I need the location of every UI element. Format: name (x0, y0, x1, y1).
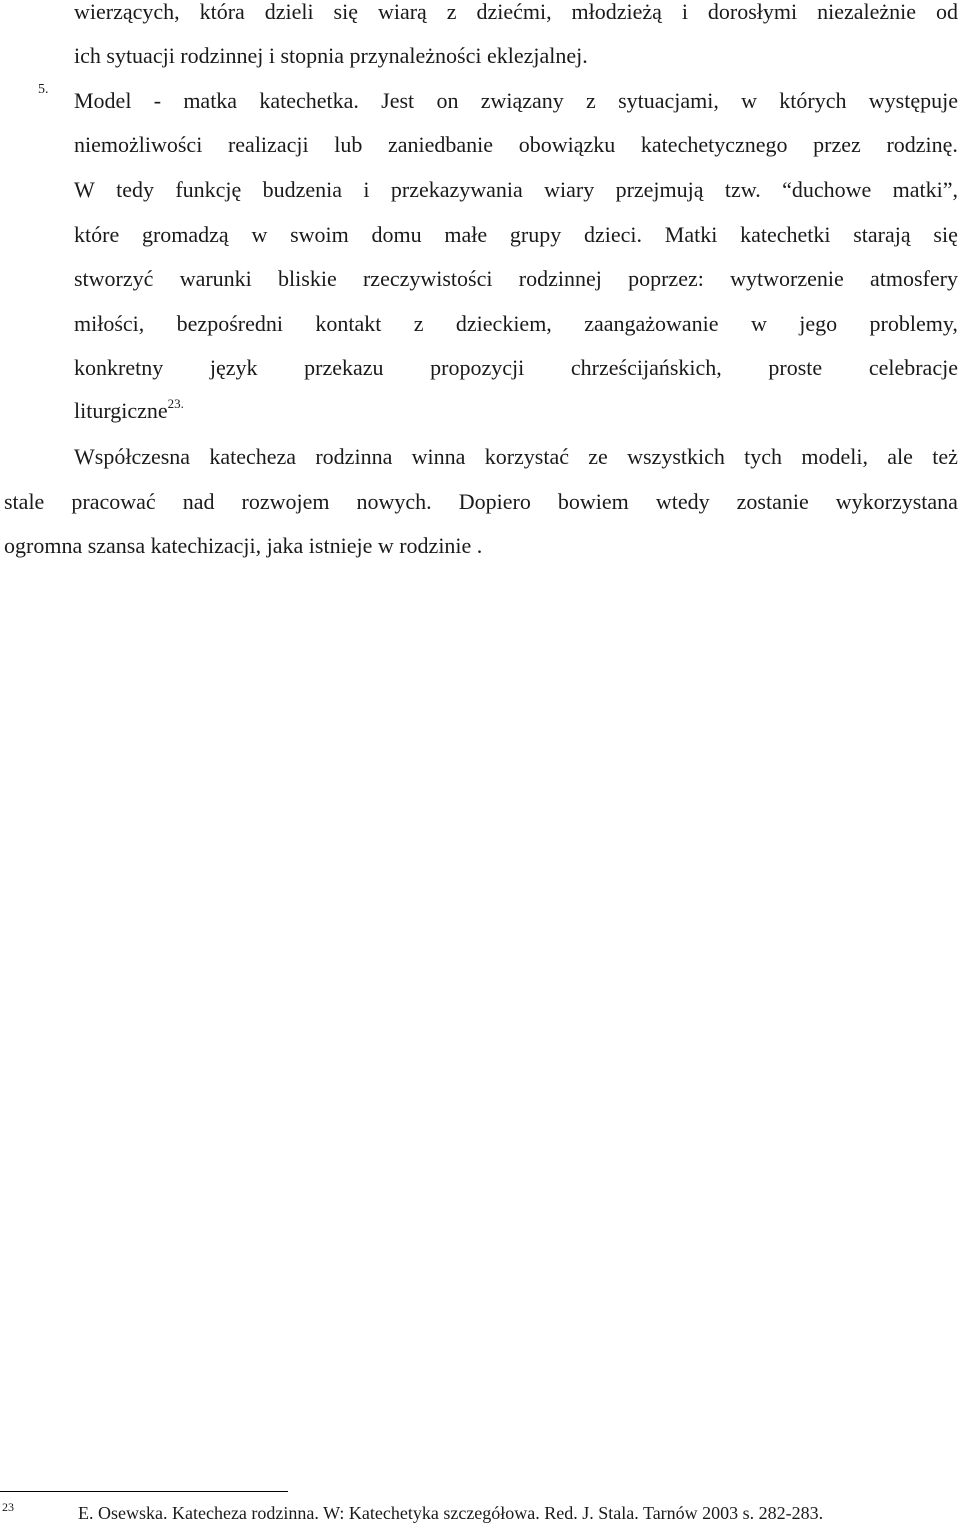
word: dzieli (264, 0, 314, 24)
footnote-number: 23 (2, 1500, 14, 1514)
word: rzeczywistości (362, 266, 493, 291)
word: budzenia (262, 177, 343, 202)
body-line (74, 87, 958, 115)
word: z (413, 311, 424, 336)
word: wykorzystana (835, 489, 958, 514)
word: język (209, 355, 258, 380)
footnote-reference: 23. (167, 396, 184, 411)
list-number: 5. (38, 82, 49, 97)
word: niemożliwości (74, 132, 203, 157)
word: wiarą (377, 0, 427, 24)
word: W (74, 177, 95, 202)
word: atmosfery (870, 266, 958, 291)
last-line-text: liturgiczne (74, 398, 168, 423)
word: z (446, 0, 457, 24)
word: gromadzą (141, 222, 229, 247)
word: która (199, 0, 245, 24)
word: nad (182, 489, 215, 514)
footnote-text: E. Osewska. Katecheza rodzinna. W: Katechetyka szczegółowa. Red. J. Stala. Tarnów 2003 s. 282-283. (78, 1503, 824, 1523)
body-line (74, 176, 958, 204)
word: bliskie (278, 266, 337, 291)
body-line (74, 131, 958, 159)
word: katechetki (740, 222, 831, 247)
word: realizacji (227, 132, 309, 157)
word: które (74, 222, 120, 247)
word: wtedy (655, 489, 710, 514)
word: starają (853, 222, 911, 247)
body-line (74, 310, 958, 338)
word: rozwojem (241, 489, 330, 514)
word: przekazu (304, 355, 384, 380)
word: od (935, 0, 958, 24)
word: bowiem (557, 489, 629, 514)
word: stale (4, 489, 45, 514)
word: poprzez: (628, 266, 704, 291)
word: funkcję (175, 177, 242, 202)
word: dzieckiem, (455, 311, 552, 336)
word: matka (183, 88, 238, 113)
word: jego (799, 311, 838, 336)
footnote-separator (0, 1491, 288, 1492)
word: miłości, (74, 311, 145, 336)
word: proste (768, 355, 823, 380)
word: modeli, (801, 444, 868, 469)
word: “duchowe (782, 177, 872, 202)
word: zostanie (736, 489, 809, 514)
word: obowiązku (518, 132, 616, 157)
word: w (251, 222, 268, 247)
word: ze (588, 444, 608, 469)
word: małe (444, 222, 488, 247)
word: tych (744, 444, 783, 469)
word: pracować (71, 489, 156, 514)
word: domu (371, 222, 422, 247)
word: też (932, 444, 958, 469)
word: związany (480, 88, 564, 113)
word: dorosłymi (707, 0, 798, 24)
word: których (779, 88, 847, 113)
body-line (74, 354, 958, 382)
word: chrześcijańskich, (570, 355, 722, 380)
word: grupy (509, 222, 562, 247)
word: Dopiero (458, 489, 531, 514)
word: się (333, 0, 358, 24)
word: się (933, 222, 958, 247)
word: dziećmi, (476, 0, 552, 24)
word: tzw. (724, 177, 761, 202)
word: ale (887, 444, 913, 469)
word: konkretny (74, 355, 164, 380)
word: zaangażowanie (584, 311, 719, 336)
body-line: ich sytuacji rodzinnej i stopnia przynależności eklezjalnej. (74, 43, 588, 68)
word: rodzinnej (518, 266, 602, 291)
word: tedy (116, 177, 154, 202)
word: niezależnie (817, 0, 917, 24)
word: matki”, (892, 177, 958, 202)
word: - (153, 88, 162, 113)
word: Jest (381, 88, 415, 113)
word: kontakt (315, 311, 382, 336)
word: wytworzenie (730, 266, 844, 291)
word: katecheza (209, 444, 297, 469)
conclusion-line (4, 488, 958, 516)
word: rodzinna (315, 444, 393, 469)
conclusion-line: ogromna szansa katechizacji, jaka istnieje w rodzinie . (4, 533, 483, 558)
word: i (363, 177, 370, 202)
word: nowych. (356, 489, 432, 514)
conclusion-line (74, 443, 958, 471)
body-line (74, 265, 958, 293)
word: Matki (664, 222, 718, 247)
word: propozycji (430, 355, 525, 380)
word: swoim (290, 222, 349, 247)
word: bezpośredni (176, 311, 283, 336)
word: dzieci. (583, 222, 643, 247)
word: w (741, 88, 758, 113)
word: zaniedbanie (388, 132, 494, 157)
word: w (750, 311, 767, 336)
word: stworzyć (74, 266, 154, 291)
body-line (74, 397, 184, 428)
word: wszystkich (627, 444, 725, 469)
word: Model (74, 88, 132, 113)
word: młodzieżą (571, 0, 662, 24)
word: wiary (544, 177, 595, 202)
word: Współczesna (74, 444, 191, 469)
word: z (586, 88, 596, 113)
word: rodzinę. (886, 132, 958, 157)
word: występuje (868, 88, 958, 113)
word: problemy, (869, 311, 958, 336)
body-line (74, 0, 958, 26)
word: lub (334, 132, 363, 157)
word: katechetycznego (640, 132, 788, 157)
body-line (74, 221, 958, 249)
word: sytuacjami, (618, 88, 719, 113)
word: przejmują (615, 177, 704, 202)
word: korzystać (484, 444, 569, 469)
word: przekazywania (390, 177, 523, 202)
word: celebracje (868, 355, 958, 380)
word: wierzących, (74, 0, 180, 24)
word: i (681, 0, 688, 24)
word: katechetka. (259, 88, 359, 113)
word: warunki (179, 266, 252, 291)
word: przez (813, 132, 861, 157)
word: on (436, 88, 459, 113)
word: winna (411, 444, 466, 469)
